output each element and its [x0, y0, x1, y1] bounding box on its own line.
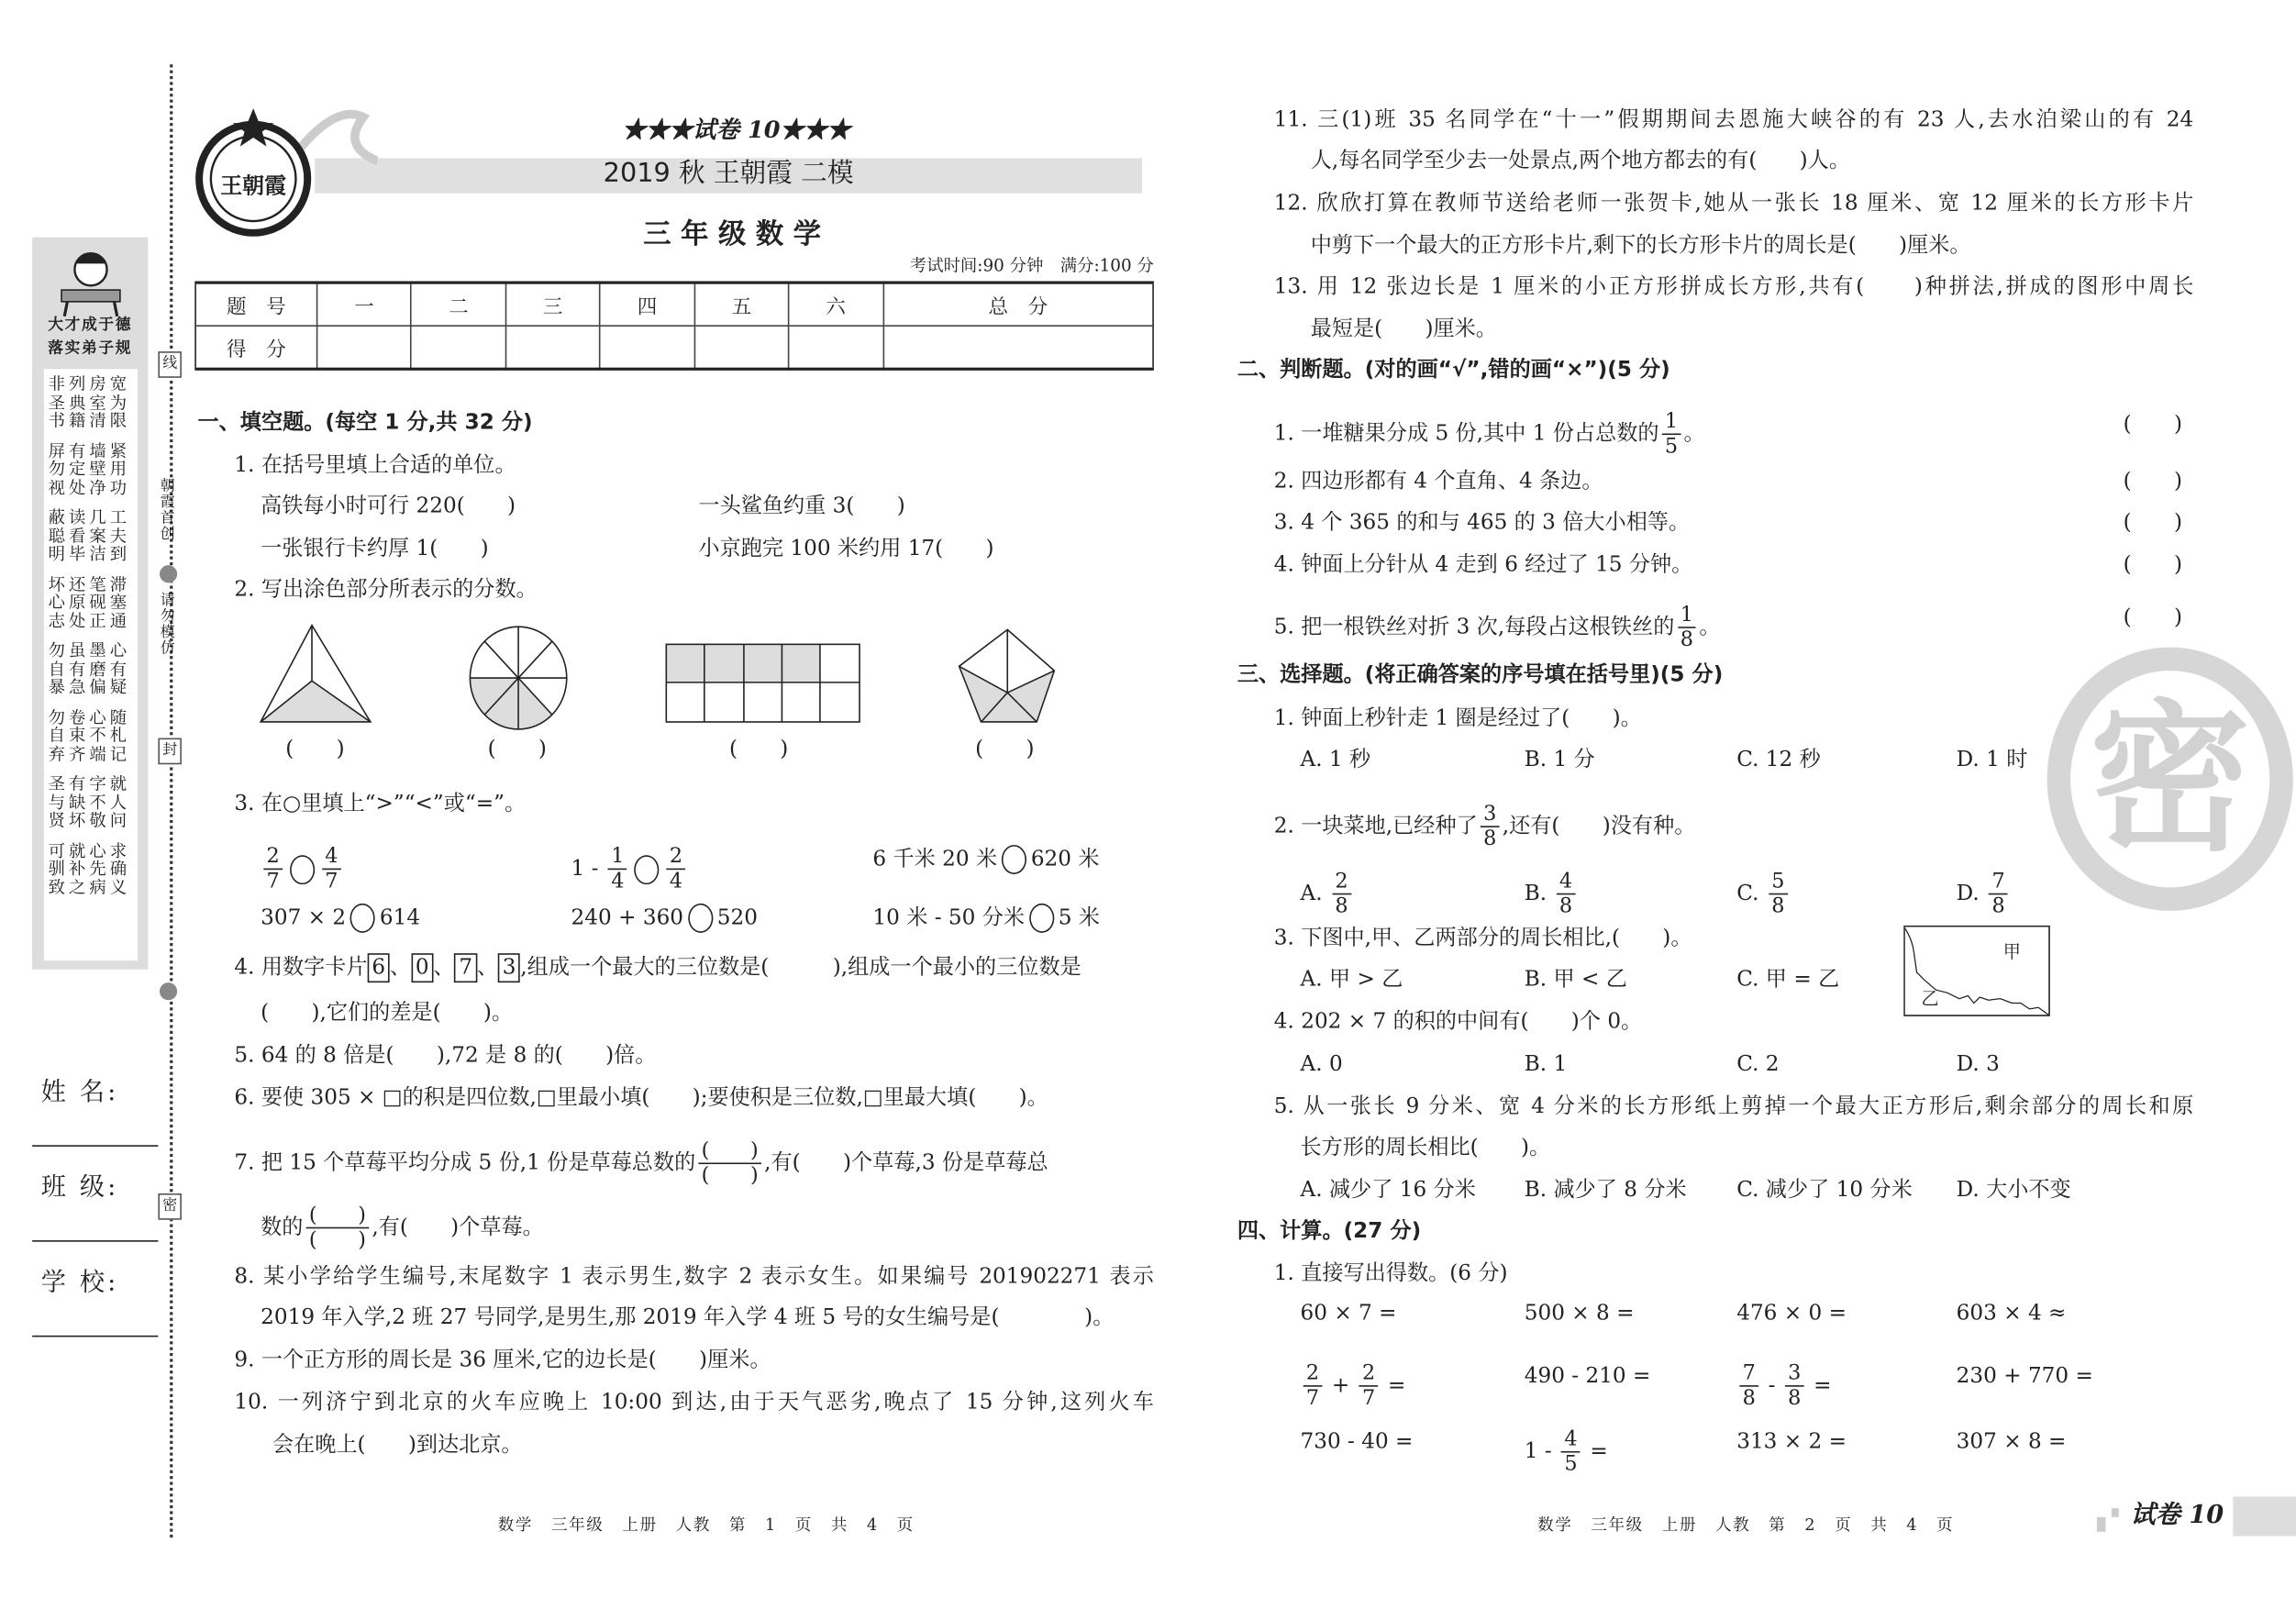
numerator: 1	[608, 845, 627, 870]
text-run: 、	[433, 956, 455, 980]
denominator: 4	[611, 870, 625, 893]
page-footer-left: 数学 三年级 上册 人教 第 1 页 共 4 页	[497, 1515, 915, 1535]
text-run: ,有( )个草莓,3 份是草莓总	[764, 1151, 1048, 1176]
question-10-cont: 会在晚上( )到达北京。	[272, 1433, 523, 1458]
score-cell[interactable]	[789, 326, 883, 369]
question-11: 11. 三(1)班 35 名同学在“十一”假期期间去恩施大峡谷的有 23 人,去水泊梁山的有 24	[1273, 108, 2194, 132]
confidential-watermark: 密	[2047, 648, 2293, 911]
choice-option: C. 12 秒	[1736, 748, 1821, 772]
binding-dotted-line	[170, 64, 172, 1537]
poem-line: 自有磨有	[48, 658, 131, 679]
poem-line: 贤坏敬问	[48, 809, 131, 831]
poem-line: 视处净功	[48, 476, 131, 497]
score-header-cell: 六	[789, 283, 883, 326]
text-run: 614	[379, 906, 421, 930]
poem-line: 与缺不人	[48, 791, 131, 813]
judge-blank[interactable]: ( )	[2123, 511, 2183, 535]
calc-item: 313 × 2 =	[1736, 1430, 1847, 1455]
text-run: 、	[389, 956, 412, 980]
poem-line: 可就心求	[48, 839, 131, 860]
question-1: 1. 在括号里填上合适的单位。	[234, 453, 516, 478]
choice-question: 5. 从一张长 9 分米、宽 4 分米的长方形纸上剪掉一个最大正方形后,剩余部分的周长和原	[1273, 1095, 2194, 1119]
compare-circle[interactable]	[688, 904, 713, 933]
poem-line: 致之病义	[48, 876, 131, 897]
question-6: 6. 要使 305 × □的积是四位数,□里最小填( );要使积是三位数,□里最大填( )。	[234, 1086, 1048, 1110]
question-12-cont: 中剪下一个最大的正方形卡片,剩下的长方形卡片的周长是( )厘米。	[1310, 234, 1971, 258]
score-header-cell: 总 分	[883, 283, 1153, 326]
answer-blank[interactable]: ( )	[487, 738, 547, 762]
fraction	[1481, 803, 1500, 851]
text-run: 5 米	[1058, 906, 1100, 930]
choice-option	[1524, 870, 1579, 918]
numerator: 7	[1739, 1362, 1758, 1387]
binding-tab-mi: 密	[158, 1193, 182, 1220]
poem-stanza	[44, 641, 138, 696]
motto-line: 大才成于德	[48, 316, 133, 334]
poem-stanza	[44, 841, 138, 896]
choice-option: D. 大小不变	[1956, 1179, 2071, 1203]
poem-line: 非列房宽	[48, 373, 131, 394]
numerator: 5	[1769, 870, 1788, 894]
section-true-false: 二、判断题。(对的画“√”,错的画“×”)(5 分)	[1237, 359, 1670, 383]
denominator: ( )	[701, 1164, 759, 1188]
question-11-cont: 人,每名同学至少去一处景点,两个地方都去的有( )人。	[1310, 149, 1850, 173]
poem-line: 勿定壁用	[48, 458, 131, 479]
calc-item	[1957, 1362, 2093, 1392]
section-fill-blank: 一、填空题。(每空 1 分,共 32 分)	[197, 411, 533, 436]
text-run: -	[1761, 1374, 1782, 1398]
text-run: 10 米 - 50 分米	[872, 906, 1026, 930]
choice-option: A. 甲 > 乙	[1300, 968, 1403, 992]
text-run: =	[1806, 1374, 1832, 1398]
notice-original: 朝霞首创	[156, 477, 173, 542]
dizigui-poem	[44, 369, 138, 960]
text-run: 2. 一块菜地,已经种了	[1273, 815, 1478, 838]
question-8: 8. 某小学给学生编号,末尾数字 1 表示男生,数字 2 表示女生。如果编号 201902271 表示	[234, 1265, 1154, 1289]
compare-item	[872, 845, 1099, 874]
numerator: 3	[1785, 1362, 1804, 1387]
compare-item	[872, 904, 1100, 933]
fraction	[263, 845, 283, 893]
score-table	[194, 281, 1154, 370]
compare-circle[interactable]	[290, 854, 315, 883]
choice-option	[1300, 870, 1354, 918]
calc-item: 500 × 8 =	[1524, 1302, 1635, 1326]
logo-text: 王朝霞	[220, 172, 287, 199]
judge-blank[interactable]: ( )	[2123, 553, 2183, 577]
exam-banner: 2019 秋 王朝霞 二模	[603, 158, 854, 189]
numerator: ( )	[698, 1139, 761, 1164]
judge-blank[interactable]: ( )	[2123, 605, 2183, 630]
calc-item: 307 × 8 =	[1956, 1430, 2067, 1455]
answer-blank[interactable]: ( )	[728, 738, 789, 762]
score-header-cell: 三	[505, 283, 600, 326]
question-13-cont: 最短是( )厘米。	[1310, 317, 1497, 341]
choice-option: B. 减少了 8 分米	[1524, 1179, 1687, 1203]
numerator: 2	[667, 845, 686, 870]
digit-card: 7	[455, 953, 477, 982]
poem-stanza	[44, 708, 138, 763]
denominator: 8	[1771, 894, 1785, 918]
question-8-cont: 2019 年入学,2 班 27 号同学,是男生,那 2019 年入学 4 班 5 号的女生编号是( )。	[261, 1305, 1115, 1330]
text-run: 1 -	[571, 857, 605, 882]
score-cell[interactable]	[411, 326, 505, 369]
question-7-cont	[261, 1204, 544, 1252]
denominator: 4	[669, 870, 683, 893]
circle-figure	[470, 627, 566, 729]
digit-card: 3	[498, 953, 520, 982]
text-run: 4. 用数字卡片	[234, 956, 368, 980]
score-header-row	[195, 283, 1153, 326]
question-1c: 一张银行卡约厚 1( )	[261, 537, 489, 561]
text-run: 7. 把 15 个草莓平均分成 5 份,1 份是草莓总数的	[234, 1151, 696, 1176]
text-run: ,有( )个草莓。	[372, 1215, 544, 1240]
grid-figure	[666, 644, 860, 722]
answer-blank[interactable]: ( )	[975, 738, 1035, 762]
poem-stanza	[44, 441, 138, 496]
judge-item	[1273, 409, 1705, 459]
score-header-cell: 一	[317, 283, 412, 326]
fraction	[1785, 1362, 1804, 1411]
choice-option: D. 1 时	[1956, 748, 2028, 772]
question-9: 9. 一个正方形的周长是 36 厘米,它的边长是( )厘米。	[234, 1348, 771, 1372]
text-run: 520	[716, 906, 758, 930]
choice-question: 3. 下图中,甲、乙两部分的周长相比,( )。	[1273, 927, 1692, 950]
name-label: 姓 名:	[40, 1077, 119, 1107]
choice-option: B. 1	[1524, 1052, 1568, 1077]
score-row-label: 得 分	[195, 326, 316, 369]
compare-item	[571, 904, 758, 933]
notice-no-copy: 请勿模仿	[156, 591, 173, 657]
fraction	[1561, 1427, 1581, 1476]
digit-card: 0	[411, 953, 433, 982]
school-input-line[interactable]	[32, 1336, 158, 1337]
region-label-jia: 甲	[2002, 940, 2021, 962]
denominator: 7	[325, 870, 338, 893]
motto-line: 落实弟子规	[48, 339, 133, 358]
poem-line: 蔽读几工	[48, 506, 131, 527]
poem-line: 圣有字就	[48, 772, 131, 794]
poem-line: 屏有墙紧	[48, 439, 131, 461]
text-run: ,组成一个最大的三位数是( ),组成一个最小的三位数是	[520, 956, 1081, 980]
judge-blank[interactable]: ( )	[2123, 470, 2183, 494]
question-10: 10. 一列济宁到北京的火车应晚上 10:00 到达,由于天气恶劣,晚点了 15 分钟,这列火车	[234, 1391, 1154, 1415]
choice-option	[1956, 870, 2011, 918]
calc-item	[1736, 1361, 1832, 1411]
student-reading-icon	[52, 246, 128, 319]
fraction-figures	[249, 615, 1069, 732]
text-run: 240 + 360	[571, 906, 684, 930]
fraction	[1662, 410, 1681, 459]
numerator: ( )	[306, 1204, 370, 1228]
calc-item: 603 × 4 ≈	[1956, 1302, 2067, 1326]
numerator: 4	[1561, 1427, 1581, 1452]
poem-line: 圣典室为	[48, 392, 131, 413]
judge-item: 3. 4 个 365 的和与 465 的 3 倍大小相等。	[1273, 511, 1691, 535]
name-input-line[interactable]	[32, 1145, 158, 1147]
judge-item: 2. 四边形都有 4 个直角、4 条边。	[1273, 470, 1603, 494]
calc-item	[1524, 1427, 1608, 1477]
calc-item	[1525, 1362, 1651, 1392]
score-cell[interactable]	[883, 326, 1153, 369]
denominator: 5	[1564, 1452, 1578, 1477]
fraction	[1678, 604, 1697, 652]
score-header-cell: 四	[600, 283, 694, 326]
text-run: 6 千米 20 米	[872, 848, 998, 871]
fraction	[1769, 870, 1788, 918]
denominator: 8	[1680, 627, 1693, 652]
denominator: 8	[1335, 894, 1348, 918]
text-run: 1 -	[1524, 1439, 1559, 1464]
binding-tab-xian: 线	[158, 351, 182, 378]
score-cell[interactable]	[505, 326, 600, 369]
fraction	[1359, 1362, 1379, 1411]
score-value-row	[195, 326, 1153, 369]
poem-stanza	[44, 508, 138, 563]
smiley-icon	[160, 565, 177, 583]
text-run: 307 × 2	[261, 906, 347, 930]
choice-option: C. 2	[1736, 1052, 1780, 1077]
question-1b: 一头鲨鱼约重 3( )	[698, 494, 905, 519]
text-run: 。	[1683, 422, 1705, 447]
corner-decoration	[2097, 1517, 2106, 1532]
numerator: 1	[1662, 410, 1681, 435]
choice-question-cont: 长方形的周长相比( )。	[1300, 1136, 1551, 1160]
choice-option: A. 0	[1300, 1052, 1343, 1077]
compare-item	[571, 845, 689, 893]
corner-paper-label: 试卷 10	[2130, 1501, 2224, 1531]
calc-item: 476 × 0 =	[1736, 1302, 1847, 1326]
numerator: 3	[1481, 803, 1500, 827]
poem-line: 驯补先确	[48, 858, 131, 879]
fraction	[1332, 870, 1351, 918]
exam-info: 考试时间:90 分钟 满分:100 分	[909, 254, 1154, 276]
judge-item: 4. 钟面上分针从 4 走到 6 经过了 15 分钟。	[1273, 553, 1693, 577]
denominator: 7	[1305, 1386, 1320, 1411]
fraction	[1739, 1362, 1758, 1411]
digit-card: 6	[368, 953, 390, 982]
text-run: 数的	[261, 1215, 304, 1240]
choice-option: A. 减少了 16 分米	[1300, 1179, 1476, 1203]
text-run: 230 + 770 =	[1956, 1364, 2093, 1389]
question-1a: 高铁每小时可行 220( )	[261, 494, 516, 519]
choice-option: C. 甲 = 乙	[1736, 968, 1840, 992]
calc-item	[1301, 1361, 1406, 1411]
choice-question: 1. 钟面上秒针走 1 圈是经过了( )。	[1273, 707, 1642, 731]
numerator: 2	[1359, 1362, 1379, 1387]
poem-stanza	[44, 375, 138, 430]
text-run: 、	[476, 956, 498, 980]
denominator: 7	[1362, 1386, 1376, 1411]
text-run: ,还有( )没有种。	[1502, 815, 1696, 838]
text-run: D.	[1956, 882, 1987, 906]
wangzhaoxia-logo	[187, 103, 378, 250]
poem-line: 心原砚塞	[48, 591, 131, 613]
fraction	[322, 845, 341, 893]
score-cell[interactable]	[600, 326, 694, 369]
denominator: 7	[266, 870, 280, 893]
poem-line: 明毕洁到	[48, 543, 131, 564]
poem-line: 弃齐端记	[48, 743, 131, 764]
poem-stanza	[44, 572, 138, 631]
compare-circle[interactable]	[635, 854, 660, 883]
judge-blank[interactable]: ( )	[2123, 413, 2183, 437]
calc-item: 60 × 7 =	[1300, 1302, 1397, 1326]
question-2: 2. 写出涂色部分所表示的分数。	[234, 578, 538, 603]
text-run: B.	[1524, 882, 1554, 906]
choice-option: C. 减少了 10 分米	[1736, 1179, 1913, 1203]
judge-item	[1273, 603, 1721, 652]
denominator: 8	[1742, 1386, 1756, 1411]
denominator: 8	[1483, 827, 1497, 851]
calc-item: 730 - 40 =	[1300, 1430, 1414, 1455]
text-run: +	[1325, 1374, 1357, 1398]
choice-option: B. 甲 < 乙	[1524, 968, 1627, 992]
triangle-figure	[261, 626, 371, 722]
poem-stanza	[44, 774, 138, 829]
subject-title: 三 年 级 数 学	[643, 217, 822, 250]
text-run: 5. 把一根铁丝对折 3 次,每段占这根铁丝的	[1273, 616, 1675, 639]
text-run: 1. 一堆糖果分成 5 份,其中 1 份占总数的	[1273, 422, 1659, 447]
compare-circle[interactable]	[1002, 845, 1026, 874]
numerator: 2	[1303, 1362, 1323, 1387]
calc-instruction: 1. 直接写出得数。(6 分)	[1273, 1262, 1508, 1286]
numerator: 2	[263, 845, 283, 870]
smiley-icon	[160, 982, 177, 1000]
section-calculation: 四、计算。(27 分)	[1237, 1219, 1422, 1244]
numerator: 7	[1989, 870, 2008, 894]
choice-option: D. 3	[1956, 1052, 2000, 1077]
choice-question	[1273, 802, 1696, 851]
poem-line: 书籍清限	[48, 409, 131, 431]
choice-option: B. 1 分	[1524, 748, 1595, 772]
choice-question: 4. 202 × 7 的积的中间有( )个 0。	[1273, 1010, 1643, 1034]
class-label: 班 级:	[40, 1172, 119, 1203]
answer-blank[interactable]: ( )	[285, 738, 345, 762]
fraction	[1303, 1362, 1323, 1411]
question-4	[234, 953, 1081, 982]
corner-decoration	[2112, 1508, 2119, 1517]
fraction	[1989, 870, 2008, 918]
perimeter-figure	[1903, 926, 2051, 1018]
compare-item	[261, 845, 344, 893]
poem-line: 志处正通	[48, 609, 131, 631]
question-3: 3. 在○里填上“>”“<”或“=”。	[234, 792, 527, 816]
class-input-line[interactable]	[32, 1240, 158, 1242]
school-label: 学 校:	[40, 1268, 119, 1298]
choice-option	[1736, 870, 1791, 918]
score-header-cell: 五	[694, 283, 789, 326]
text-run: 490 - 210 =	[1524, 1364, 1651, 1389]
binding-tab-feng: 封	[158, 738, 182, 765]
compare-circle[interactable]	[1029, 904, 1054, 933]
compare-circle[interactable]	[350, 904, 375, 933]
compare-item	[261, 904, 420, 933]
poem-line: 自束不札	[48, 725, 131, 746]
fraction	[1557, 870, 1576, 918]
fraction	[608, 845, 627, 893]
numerator: 4	[1557, 870, 1576, 894]
denominator: ( )	[308, 1228, 366, 1252]
numerator: 4	[322, 845, 341, 870]
poem-line: 勿卷心随	[48, 706, 131, 727]
score-cell[interactable]	[317, 326, 412, 369]
fraction	[698, 1139, 761, 1188]
text-run: 。	[1699, 616, 1721, 639]
fraction	[306, 1204, 370, 1252]
denominator: 8	[1788, 1386, 1802, 1411]
text-run: A.	[1300, 882, 1329, 906]
numerator: 2	[1332, 870, 1351, 894]
denominator: 8	[1558, 894, 1573, 918]
question-4-cont: ( ),它们的差是( )。	[261, 1001, 514, 1026]
text-run: C.	[1736, 882, 1766, 906]
section-choice: 三、选择题。(将正确答案的序号填在括号里)(5 分)	[1237, 663, 1724, 687]
score-header-cell: 二	[411, 283, 505, 326]
text-run: =	[1381, 1374, 1406, 1398]
question-13: 13. 用 12 张边长是 1 厘米的小正方形拼成长方形,共有( )种拼法,拼成的图形中周长	[1273, 275, 2194, 299]
denominator: 5	[1664, 435, 1679, 459]
poem-line: 暴急偏疑	[48, 676, 131, 697]
text-run: 620 米	[1030, 848, 1100, 871]
text-run: =	[1583, 1439, 1608, 1464]
score-cell[interactable]	[694, 326, 789, 369]
fraction	[667, 845, 686, 893]
question-12: 12. 欣欣打算在教师节送给老师一张贺卡,她从一张长 18 厘米、宽 12 厘米的长方形卡片	[1273, 192, 2194, 216]
question-5: 5. 64 的 8 倍是( ),72 是 8 的( )倍。	[234, 1044, 657, 1068]
region-label-yi: 乙	[1921, 988, 1939, 1010]
question-7	[234, 1138, 1048, 1188]
paper-label: ★★★试卷 10★★★	[622, 116, 851, 144]
poem-line: 坏还笔滞	[48, 572, 131, 594]
score-header-cell: 题 号	[195, 283, 316, 326]
numerator: 1	[1678, 604, 1697, 628]
choice-option: A. 1 秒	[1300, 748, 1371, 772]
corner-band	[2233, 1496, 2296, 1536]
page-footer-right: 数学 三年级 上册 人教 第 2 页 共 4 页	[1537, 1515, 1955, 1535]
denominator: 8	[1991, 894, 2005, 918]
poem-line: 聪看案夫	[48, 525, 131, 546]
pentagon-figure	[959, 629, 1055, 722]
poem-line: 勿虽墨心	[48, 639, 131, 660]
question-1d: 小京跑完 100 米约用 17( )	[698, 537, 994, 561]
